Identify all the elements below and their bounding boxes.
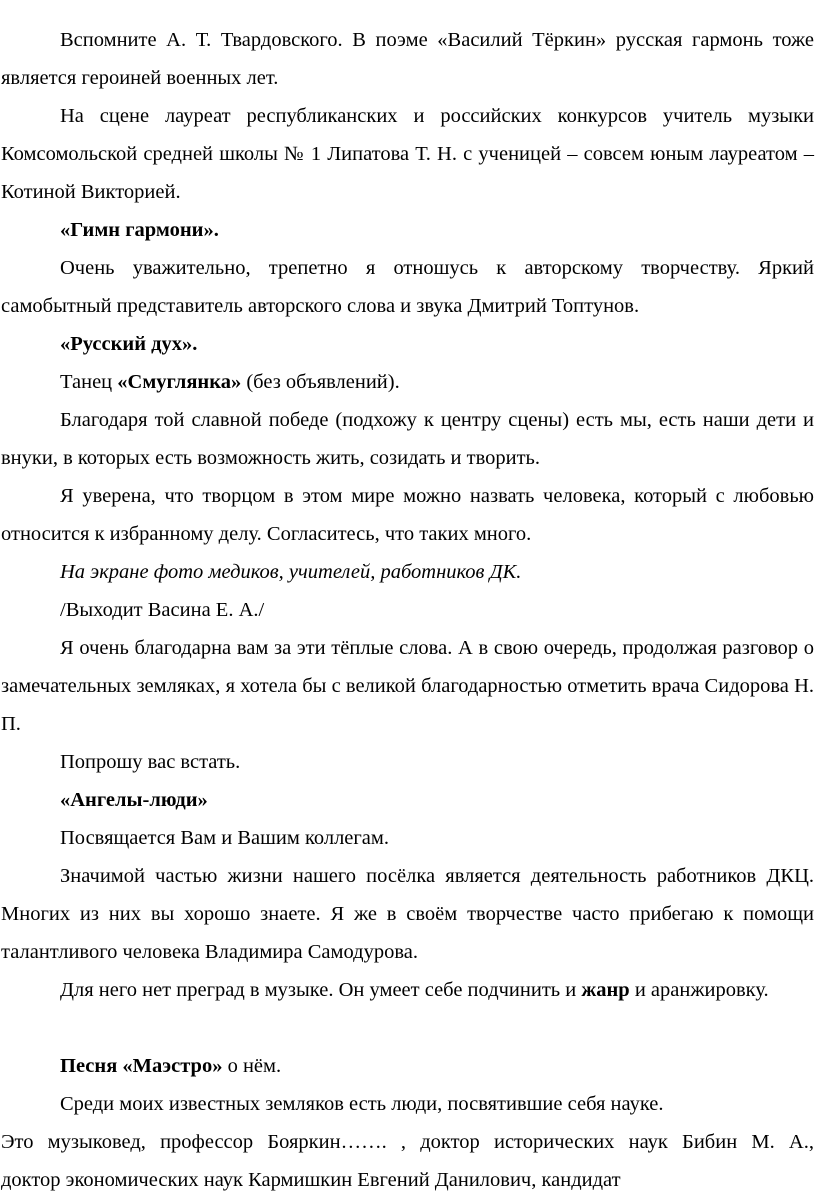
paragraph-dance-smuglyanka: Танец «Смуглянка» (без объявлений). <box>60 370 400 393</box>
paragraph-dedication: Посвящается Вам и Вашим коллегам. <box>60 826 390 849</box>
paragraph-tvardovsky: Вспомните А. Т. Твардовского. В поэме «Василий Тёркин» русская гармонь тоже является героиней военных лет. <box>1 28 814 89</box>
stage-direction-vasina: /Выходит Васина Е. А./ <box>60 598 265 621</box>
song-title-russkiy-dukh: «Русский дух». <box>60 332 198 355</box>
stage-direction-screen: На экране фото медиков, учителей, работников ДК. <box>60 560 522 583</box>
paragraph-lipatova: На сцене лауреат республиканских и российских конкурсов учитель музыки Комсомольской средней школы № 1 Липатова Т. Н. с ученицей – совсем юным лауреатом – Котиной Викторией. <box>1 104 814 203</box>
paragraph-scientists-line-2: доктор экономических наук Кармишкин Евгений Данилович, кандидат <box>1 1168 621 1191</box>
paragraph-creator: Я уверена, что творцом в этом мире можно назвать человека, который с любовью относится к избранному делу. Согласитесь, что таких много. <box>1 484 814 545</box>
song-title-gimn-garmoni: «Гимн гармони». <box>60 218 219 241</box>
paragraph-victory: Благодаря той славной победе (подхожу к центру сцены) есть мы, есть наши дети и внуки, в которых есть возможность жить, созидать и творить. <box>1 408 814 469</box>
paragraph-toptunov: Очень уважительно, трепетно я отношусь к авторскому творчеству. Яркий самобытный представитель авторского слова и звука Дмитрий Топтунов. <box>1 256 814 317</box>
song-title-maestro: Песня «Маэстро» о нём. <box>60 1054 282 1077</box>
paragraph-samodurov: Значимой частью жизни нашего посёлка является деятельность работников ДКЦ. Многих из них вы хорошо знаете. Я же в своём творчестве часто прибегаю к помощи талантливого человека Владимира Самодурова. <box>1 864 814 963</box>
paragraph-science: Среди моих известных земляков есть люди, посвятившие себя науке. <box>60 1092 664 1115</box>
song-title-angely-lyudi: «Ангелы-люди» <box>60 788 208 811</box>
paragraph-stand-up: Попрошу вас встать. <box>60 750 241 773</box>
paragraph-genre: Для него нет преград в музыке. Он умеет себе подчинить и жанр и аранжировку. <box>60 978 769 1001</box>
paragraph-scientists-line-1: Это музыковед, профессор Бояркин……. , доктор исторических наук Бибин М. А., <box>1 1130 814 1153</box>
paragraph-sidorov: Я очень благодарна вам за эти тёплые слова. А в свою очередь, продолжая разговор о замечательных земляках, я хотела бы с великой благодарностью отметить врача Сидорова Н. П. <box>1 636 814 735</box>
